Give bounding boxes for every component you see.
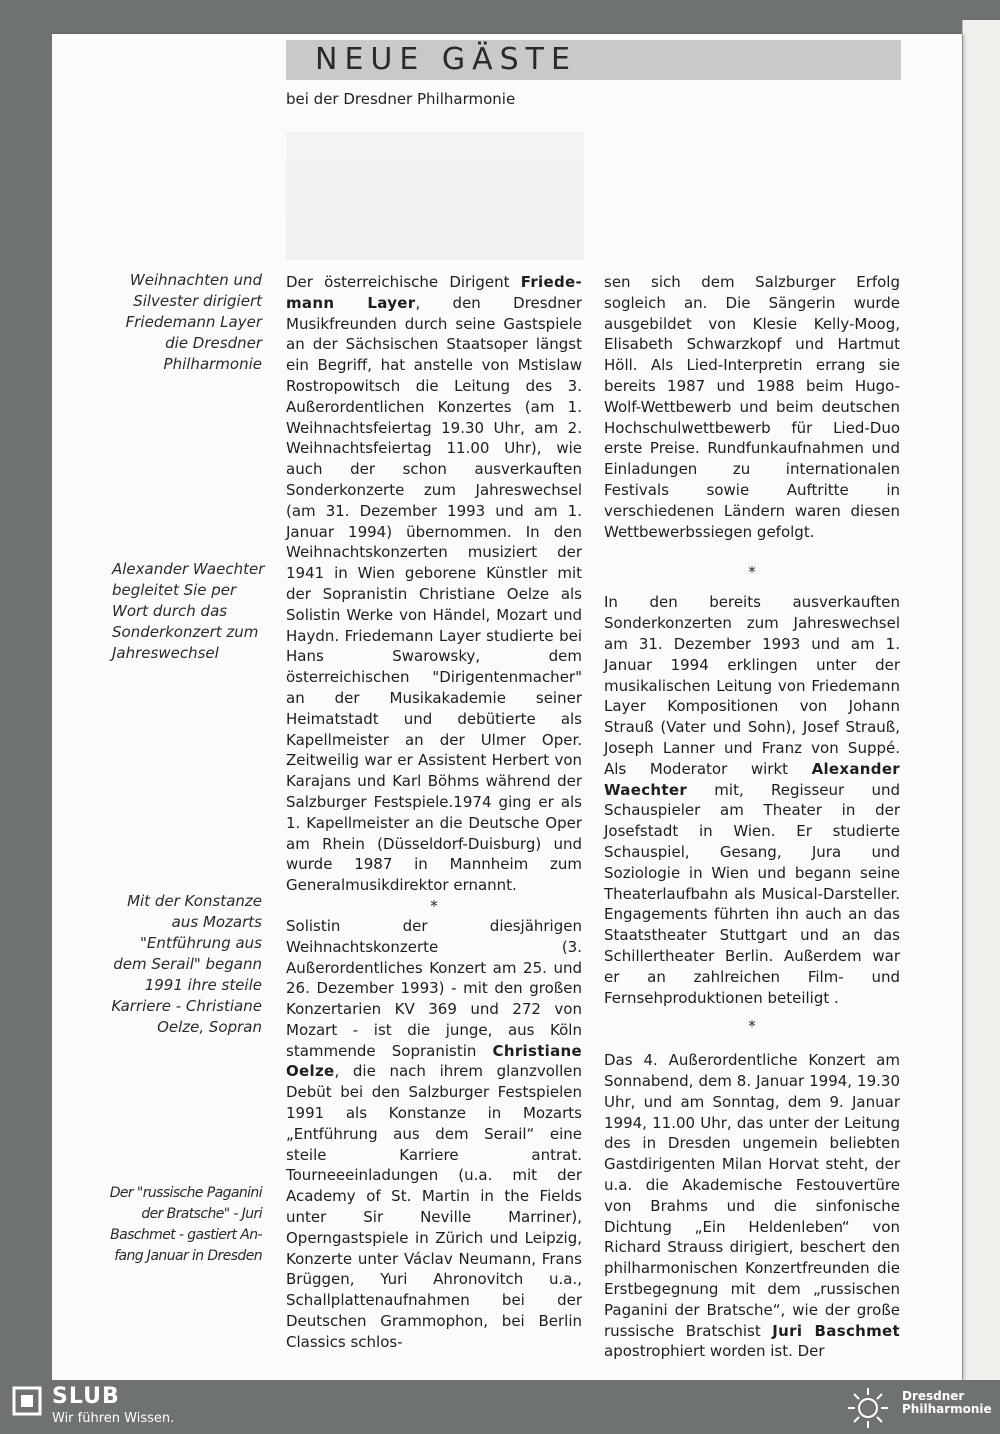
section-separator: * — [748, 563, 756, 582]
paragraph-baschmet: Das 4. Außerordentliche Konzert am Sonnabend, dem 8. Januar 1994, 19.30 Uhr, und am Sonntag, dem 9. Januar 1994, 11.00 Uhr, das unter der Leitung des in Dresden ungemein beliebten Gastdirigenten Milan Horvat steht, der u.a. die Akademische Festouvertüre von Brahms und die sinfonische Dichtung „Ein Heldenleben“ von Richard Strauss dirigiert, beschert den philharmonischen Konzertfreunden die Erstbegegnung mit dem „russischen Paganini der Bratsche“, wie der große russische Bratschist Juri Baschmet apostrophiert worden ist. Der — [604, 1051, 900, 1361]
slub-logo-icon — [12, 1386, 44, 1422]
name-oelze: Christiane Oelze — [286, 1041, 582, 1081]
side-note-waechter: Alexander Waechter begleitet Sie per Wort durch das Sonderkonzert zum Jahreswechsel — [112, 560, 265, 662]
side-note-baschmet: Der "russische Paganini der Bratsche" - Juri Baschmet - gastiert An- fang Januar in Dresden — [109, 1185, 262, 1264]
dresdner-philharmonie-logo-icon — [840, 1386, 896, 1434]
page-subtitle: bei der Dresdner Philharmonie — [286, 90, 516, 108]
footer-bar — [0, 1380, 1000, 1433]
paragraph-waechter: In den bereits ausverkauften Sonderkonzerten zum Jahreswechsel am 31. Dezember 1993 und am 1. Januar 1994 erklingen unter der musikalischen Leitung von Friedemann Layer Kompositionen von Johann Strauß (Vater und Sohn), Josef Strauß, Joseph Lanner und Franz von Suppé. Als Moderator wirkt Alexander Waechter mit, Regisseur und Schauspieler am Theater in der Josefstadt in Wien. Er studierte Schauspiel, Gesang, Jura und Soziologie in Wien und begann seine Theaterlaufbahn als Musical-Darsteller. Engagements führten ihn auch an das Staatstheater Stuttgart und an das Schillertheater Berlin. Außerdem war er an zahlreichen Film- und Fernsehproduktionen beteiligt . — [604, 593, 900, 1007]
paragraph-oelze-continued: sen sich dem Salzburger Erfolg sogleich an. Die Sängerin wurde ausgebildet von Klesie Kelly-Moog, Elisabeth Schwarzkopf und Hartmut Höll. Als Lied-Interpretin errang sie bereits 1987 und 1988 beim Hugo-Wolf-Wettbewerb und beim deutschen Hochschulwettbewerb für Lied-Duo erste Preise. Rundfunkaufnahmen und Einladungen zu internationalen Festivals sowie Auftritte in verschiedenen Ländern waren diesen Wettbewerbssiegen gefolgt. — [604, 273, 900, 541]
name-baschmet: Juri Baschmet — [772, 1321, 900, 1340]
adjacent-page-edge — [962, 20, 1000, 1380]
paragraph-oelze: Solistin der diesjährigen Weihnachtskonzerte (3. Außerordentliches Konzert am 25. und 26. Dezember 1993) - mit den großen Konzertarien KV 369 und 272 von Mozart - ist die junge, aus Köln stammende Sopranistin Christiane Oelze, die nach ihrem glanzvollen Debüt bei den Salzburger Festspielen 1991 als Konstanze in Mozarts „Entführung aus dem Serail“ eine steile Karriere antrat. Tourneeeinladungen (u.a. mit der Academy of St. Martin in the Fields unter Sir Neville Marriner), Operngastspiele in Zürich und Leipzig, Konzerte unter Václav Neumann, Frans Brüggen, Yuri Ahronovitch u.a., Schallplattenaufnahmen bei der Deutschen Grammophon, bei Berlin Classics schlos- — [286, 916, 582, 1351]
slub-name: SLUB — [52, 1384, 120, 1409]
section-separator: * — [748, 1017, 756, 1036]
side-note-layer: Weihnachten und Silvester dirigiert Friedemann Layer die Dresdner Philharmonie — [125, 271, 262, 373]
side-note-oelze: Mit der Konstanze aus Mozarts "Entführung aus dem Serail" begann 1991 ihre steile Karriere - Christiane Oelze, Sopran — [111, 892, 262, 1036]
name-layer: Friede-mann Layer — [286, 273, 582, 312]
page-title: NEUE GÄSTE — [315, 42, 577, 77]
article-column-2 — [604, 272, 900, 1362]
partner-name: Dresdner Philharmonie — [902, 1389, 992, 1416]
faded-photo — [286, 132, 584, 260]
paragraph-layer: Der österreichische Dirigent Friede-mann Layer, den Dresdner Musikfreunden durch seine Gastspiele an der Sächsischen Staatsoper längst ein Begriff, hat anstelle von Mstislaw Rostropowitsch die Leitung des 3. Außerordentlichen Konzertes (am 1. Weihnachtsfeiertag 19.30 Uhr, am 2. Weihnachtsfeiertag 11.00 Uhr), wie auch der schon ausverkauften Sonderkonzerte zum Jahreswechsel (am 31. Dezember 1993 und am 1. Januar 1994) übernommen. In den Weihnachtskonzerten musiziert der 1941 in Wien geborene Künstler mit der Sopranistin Christiane Oelze als Solistin Werke von Händel, Mozart und Haydn. Friedemann Layer studierte bei Hans Swarowsky, dem österreichischen "Dirigentenmacher" an der Musikakademie seiner Heimatstadt und debütierte als Kapellmeister an der Ulmer Oper. Zeitweilig war er Assistent Herbert von Karajans und Karl Böhms während der Salzburger Festspiele.1974 ging er als 1. Kapellmeister an die Deutsche Oper am Rhein (Düsseldorf-Duisburg) und wurde 1987 in Mannheim zum Generalmusikdirektor ernannt. — [286, 273, 582, 895]
slub-tagline: Wir führen Wissen. — [52, 1411, 175, 1426]
name-waechter: Alexander Waechter — [604, 759, 900, 799]
article-column-1 — [286, 272, 582, 1353]
section-separator: * — [430, 896, 438, 915]
